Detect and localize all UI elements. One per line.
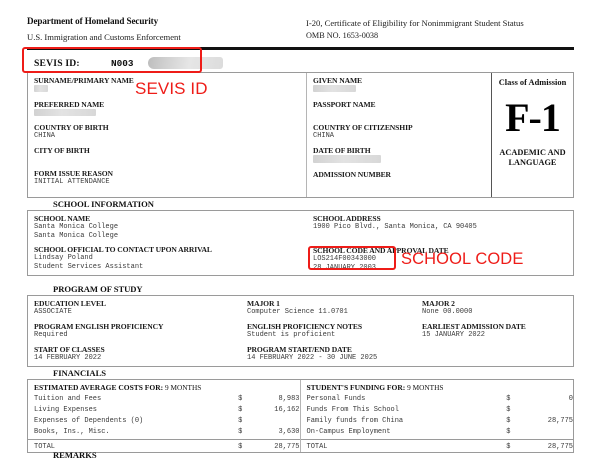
field-admission-number xyxy=(313,170,491,188)
currency-symbol: $ xyxy=(238,427,243,436)
given-name-redaction xyxy=(313,85,356,92)
field-major-1 xyxy=(247,299,416,317)
field-value: Lindsay Poland xyxy=(34,254,93,263)
sevis-id-value: N003 xyxy=(111,58,134,69)
heading-text: ESTIMATED AVERAGE COSTS FOR: xyxy=(34,383,164,392)
cost-label: Living Expenses xyxy=(34,406,98,415)
program-column-1 xyxy=(28,296,241,366)
field-label: GIVEN NAME xyxy=(313,76,362,85)
date-of-birth-redaction xyxy=(313,155,381,163)
field-education-level xyxy=(34,299,241,317)
field-label: ENGLISH PROFICIENCY NOTES xyxy=(247,322,362,331)
field-program-english-proficiency xyxy=(34,322,241,340)
class-of-admission-label: Class of Admission xyxy=(498,78,567,87)
field-value: Student Services Assistant xyxy=(34,262,144,271)
currency-symbol: $ xyxy=(238,416,243,425)
program-of-study-body xyxy=(27,295,574,367)
financials-body xyxy=(27,379,574,453)
funding-label: Family funds from China xyxy=(306,416,404,425)
funding-label: Personal Funds xyxy=(306,395,366,404)
total-amount: 28,775 xyxy=(512,439,573,452)
field-value xyxy=(313,179,491,188)
estimated-costs-table xyxy=(28,380,301,452)
table-row xyxy=(28,426,300,437)
field-label: SURNAME/PRIMARY NAME xyxy=(34,76,134,85)
surname-redaction xyxy=(34,85,48,92)
field-value xyxy=(34,109,306,119)
field-given-name xyxy=(313,76,491,95)
student-funding-table xyxy=(301,380,574,452)
field-value: None 00.0000 xyxy=(422,308,473,316)
class-of-admission-code: F-1 xyxy=(505,95,560,140)
sevis-id-redaction xyxy=(148,57,223,69)
section-heading: PROGRAM OF STUDY xyxy=(53,284,143,294)
field-value xyxy=(313,85,491,95)
field-label: PREFERRED NAME xyxy=(34,99,105,109)
sevis-id-row xyxy=(27,53,574,73)
currency-symbol: $ xyxy=(238,406,243,415)
field-label: PROGRAM START/END DATE xyxy=(247,345,352,354)
field-label: MAJOR 1 xyxy=(247,299,280,308)
currency-symbol: $ xyxy=(506,395,511,404)
financials-section xyxy=(27,367,574,453)
field-earliest-admission-date xyxy=(422,322,573,340)
field-value: Computer Science 11.0701 xyxy=(247,308,348,316)
field-value: Santa Monica College xyxy=(34,223,119,231)
field-label: CITY OF BIRTH xyxy=(34,146,90,156)
heading-period: 9 MONTHS xyxy=(165,383,202,392)
field-school-address xyxy=(313,214,573,232)
currency-symbol: $ xyxy=(500,439,512,452)
funding-rows xyxy=(301,394,574,452)
student-funding-heading xyxy=(301,382,574,394)
total-label: TOTAL xyxy=(301,439,501,452)
approval-date-value: 28 JANUARY 2003 xyxy=(313,263,377,272)
field-label: DATE OF BIRTH xyxy=(313,145,371,155)
costs-rows xyxy=(28,394,300,452)
program-column-3 xyxy=(416,296,573,366)
total-amount: 28,775 xyxy=(244,439,299,452)
table-row xyxy=(28,416,300,427)
funding-amount: 28,775 xyxy=(547,416,573,425)
field-label: ADMISSION NUMBER xyxy=(313,170,391,180)
field-label: SCHOOL NAME xyxy=(34,214,91,223)
school-code-value: LOS214F00343000 xyxy=(313,255,377,263)
field-major-2 xyxy=(422,299,573,317)
omb-number: OMB NO. 1653-0038 xyxy=(306,31,379,40)
preferred-name-redaction xyxy=(34,109,96,116)
total-label: TOTAL xyxy=(28,439,232,452)
field-date-of-birth xyxy=(313,146,491,166)
field-form-issue-reason xyxy=(34,169,306,187)
field-label: SCHOOL CODE AND APPROVAL DATE xyxy=(313,246,449,255)
field-english-proficiency-notes xyxy=(247,322,416,340)
field-value: ASSOCIATE xyxy=(34,308,72,316)
header-divider xyxy=(27,47,574,50)
funding-amount xyxy=(512,426,573,437)
field-value: Student is proficient xyxy=(247,331,336,339)
field-label: FORM ISSUE REASON xyxy=(34,169,113,179)
table-row xyxy=(28,394,300,405)
heading-text: STUDENT'S FUNDING FOR: xyxy=(306,383,406,392)
currency-symbol: $ xyxy=(506,416,511,425)
class-of-admission-panel xyxy=(492,73,573,197)
field-program-start-end-date xyxy=(247,345,416,363)
field-preferred-name xyxy=(34,100,306,119)
table-row xyxy=(28,405,300,416)
agency-name-secondary: U.S. Immigration and Customs Enforcement xyxy=(27,32,181,42)
field-value: Santa Monica College xyxy=(34,231,119,240)
section-heading: SCHOOL INFORMATION xyxy=(53,199,154,209)
field-country-of-citizenship xyxy=(313,123,491,141)
table-row xyxy=(301,426,574,437)
section-heading: REMARKS xyxy=(53,451,97,458)
section-heading: FINANCIALS xyxy=(53,368,106,378)
school-info-column-left xyxy=(28,211,307,275)
field-label: EARLIEST ADMISSION DATE xyxy=(422,322,526,331)
field-label: START OF CLASSES xyxy=(34,345,105,354)
funding-label: Funds From This School xyxy=(306,406,399,415)
field-value xyxy=(34,155,306,164)
field-value: 14 FEBRUARY 2022 - 30 JUNE 2025 xyxy=(247,354,378,362)
annotation-label-school-code: SCHOOL CODE xyxy=(401,250,524,268)
field-label: PROGRAM ENGLISH PROFICIENCY xyxy=(34,322,164,331)
field-value: CHINA xyxy=(313,131,335,140)
funding-amount xyxy=(512,405,573,416)
remarks-section-partial xyxy=(27,451,574,458)
field-label: EDUCATION LEVEL xyxy=(34,299,106,308)
funding-amount: 0 xyxy=(568,395,573,404)
field-value: 14 FEBRUARY 2022 xyxy=(34,354,102,362)
program-of-study-section xyxy=(27,283,574,367)
cost-label: Expenses of Dependents (0) xyxy=(34,416,144,425)
currency-symbol: $ xyxy=(238,395,243,404)
cost-label: Books, Ins., Misc. xyxy=(34,427,110,436)
field-country-of-birth xyxy=(34,123,306,141)
estimated-costs-heading xyxy=(28,382,300,394)
annotation-label-sevis-id: SEVIS ID xyxy=(135,79,208,98)
field-label: PASSPORT NAME xyxy=(313,99,376,109)
field-label: MAJOR 2 xyxy=(422,299,455,308)
biographic-section xyxy=(27,73,574,198)
class-of-admission-description: ACADEMIC AND LANGUAGE xyxy=(499,148,566,167)
form-header xyxy=(0,0,600,44)
biographic-column-center xyxy=(307,73,492,197)
field-value: 1900 Pico Blvd., Santa Monica, CA 90405 xyxy=(313,223,477,231)
field-city-of-birth xyxy=(34,146,306,164)
field-label: COUNTRY OF CITIZENSHIP xyxy=(313,122,413,132)
field-school-official xyxy=(34,245,307,271)
field-label: COUNTRY OF BIRTH xyxy=(34,123,109,133)
field-label: SCHOOL ADDRESS xyxy=(313,214,381,223)
table-row xyxy=(301,416,574,427)
program-column-2 xyxy=(241,296,416,366)
cost-amount: 3,630 xyxy=(278,427,300,436)
funding-label: On-Campus Employment xyxy=(306,427,391,436)
agency-name-primary: Department of Homeland Security xyxy=(27,16,159,26)
field-school-name xyxy=(34,214,307,240)
field-start-of-classes xyxy=(34,345,241,363)
currency-symbol: $ xyxy=(506,406,511,415)
heading-period: 9 MONTHS xyxy=(407,383,444,392)
field-value xyxy=(313,109,491,118)
field-value: Required xyxy=(34,331,68,339)
table-row xyxy=(301,405,574,416)
cost-amount xyxy=(244,416,299,427)
cost-amount: 16,162 xyxy=(274,406,300,415)
table-row xyxy=(301,394,574,405)
cost-label: Tuition and Fees xyxy=(34,395,102,404)
cost-amount: 8,983 xyxy=(278,395,300,404)
field-value xyxy=(313,155,491,166)
currency-symbol: $ xyxy=(232,439,244,452)
field-value: INITIAL ATTENDANCE xyxy=(34,178,110,187)
field-passport-name xyxy=(313,100,491,118)
sevis-id-label: SEVIS ID: xyxy=(34,58,80,69)
field-value: CHINA xyxy=(34,132,56,141)
field-value: 15 JANUARY 2022 xyxy=(422,331,486,339)
field-label: SCHOOL OFFICIAL TO CONTACT UPON ARRIVAL xyxy=(34,245,212,255)
currency-symbol: $ xyxy=(506,427,511,436)
form-title: I-20, Certificate of Eligibility for Nonimmigrant Student Status xyxy=(306,18,524,28)
